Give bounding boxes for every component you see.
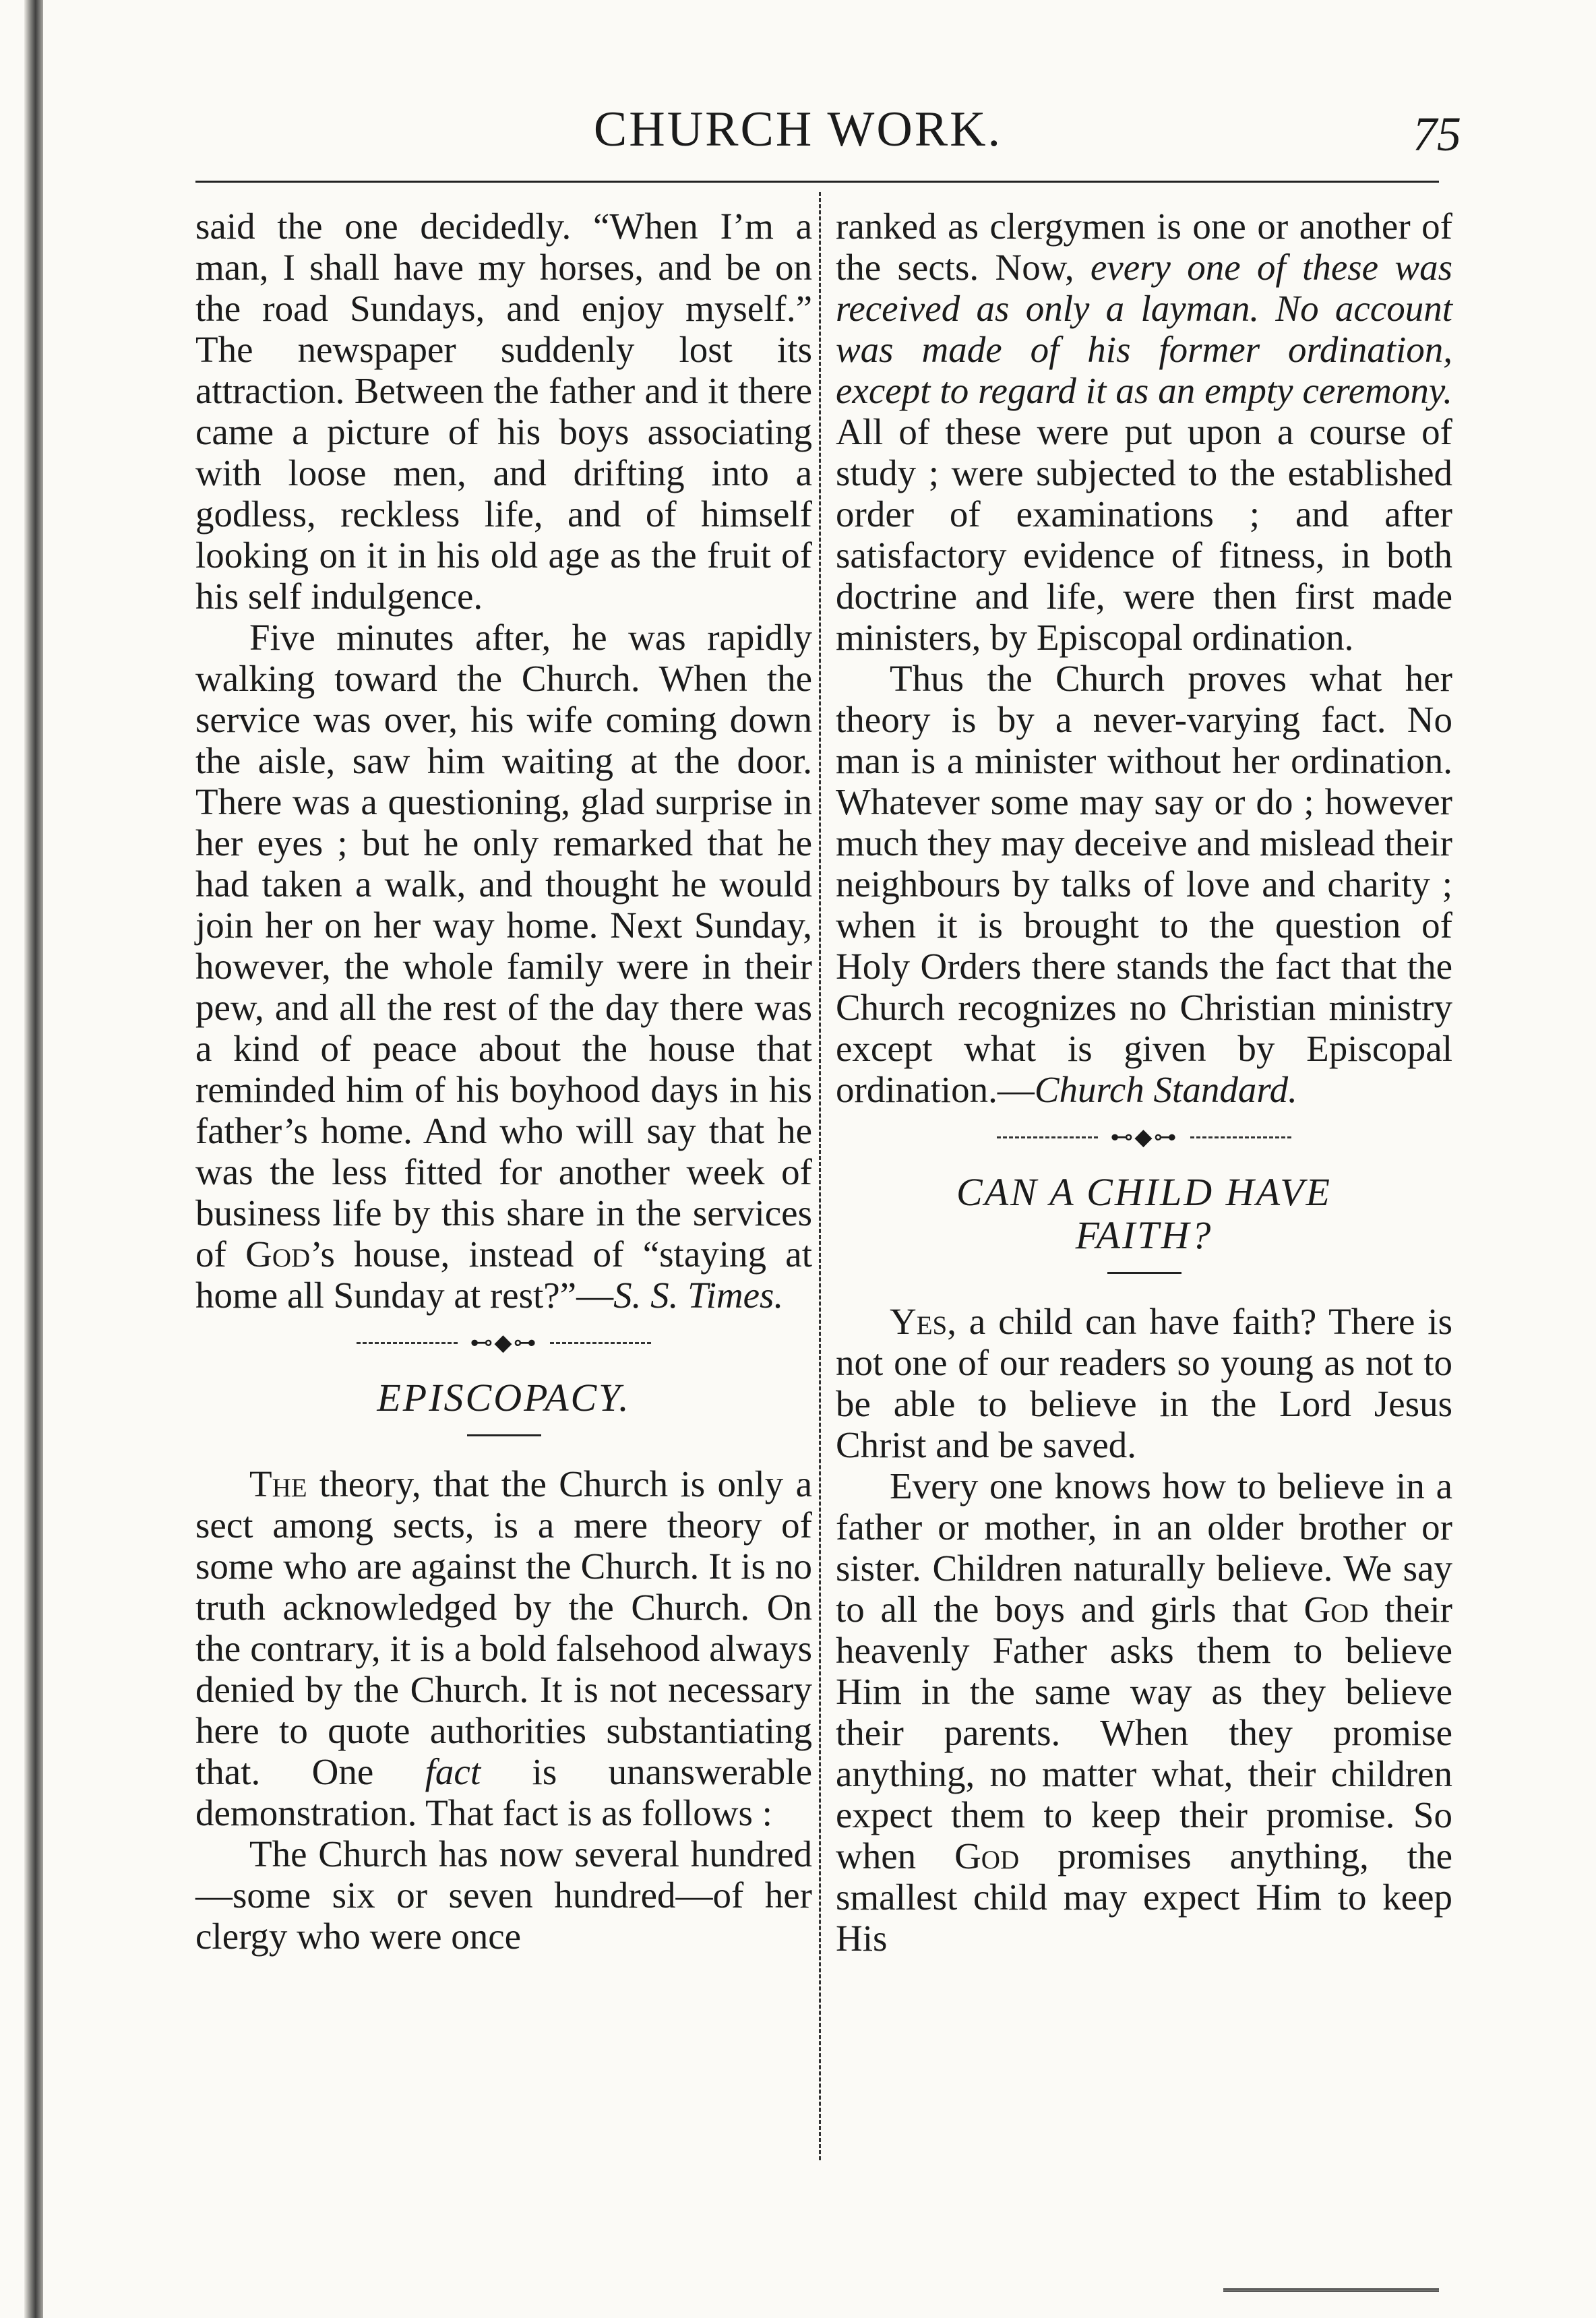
continuation-italic: every one of these was received as only a layman. No account was made of his former ordination, except to regard it as an empty ceremony. xyxy=(836,247,1452,411)
story-source: S. S. Times. xyxy=(613,1275,784,1316)
faith-text: their heavenly Father asks them to believe Him in the same way as they believe their parents. When they promise anything, no matter what, their children expect them to keep their promise. So when xyxy=(836,1589,1452,1877)
story-text-end: ’s house, instead of “staying at home all Sunday at rest?”— xyxy=(195,1233,812,1316)
page-binding-edge xyxy=(24,0,43,2318)
god-word: God xyxy=(245,1233,311,1275)
section-title-faith xyxy=(836,1171,1452,1257)
story-text: Five minutes after, he was rapidly walking toward the Church. When the service was over, his wife coming down the aisle, saw him waiting at the door. There was a questioning, glad surprise in her eyes ; but he only remarked that he had taken a walk, and thought he would join her on her way home. Next Sunday, however, the whole family were in their pew, and all the rest of the day there was a kind of peace about the house that reminded him of his boyhood days in his father’s home. And who will say that he was the less fitted for another week of business life by this share in the services of xyxy=(195,617,812,1275)
section-ornament xyxy=(836,1124,1452,1151)
episcopacy-paragraph xyxy=(195,1463,812,1833)
page-title: CHURCH WORK. xyxy=(593,102,1003,157)
title-rule xyxy=(467,1434,541,1436)
episcopacy-paragraph: The Church has now several hundred—some six or seven hundred—of her clergy who were once xyxy=(195,1833,812,1957)
header-rule xyxy=(195,181,1439,183)
story-paragraph: said the one decidedly. “When I’m a man, I shall have my horses, and be on the road Sundays, and enjoy myself.” The newspaper suddenly lost its attraction. Between the father and it there came a picture of his boys associating with loose men, and drifting into a godless, reckless life, and of himself looking on it in his old age as the fruit of his self indulgence. xyxy=(195,206,812,617)
ornament-rule-right xyxy=(1190,1136,1291,1138)
section-ornament xyxy=(195,1329,812,1356)
god-word: God xyxy=(954,1835,1020,1877)
lead-word: Yes xyxy=(890,1301,948,1342)
faith-text: promises anything, the smallest child may expect Him to keep His xyxy=(836,1835,1452,1959)
ornament-rule-right xyxy=(550,1342,651,1344)
running-head xyxy=(0,101,1596,162)
faith-text: Every one knows how to believe in a father or mother, in an older brother or sister. Children naturally believe. We say to all the boys and girls that xyxy=(836,1465,1452,1630)
right-column xyxy=(836,206,1452,1959)
paragraph-source: Church Standard. xyxy=(1034,1069,1297,1110)
left-column xyxy=(195,206,812,1957)
episcopacy-text: theory, that the Church is only a sect among sects, is a mere theory of some who are against the Church. It is no truth acknowledged by the Church. On the contrary, it is a bold falsehood always denied by the Church. It is not necessary here to quote authorities substantiating that. One xyxy=(195,1463,812,1792)
continuation-text-end: All of these were put upon a course of study ; were subjected to the established order of examinations ; and after satisfactory evidence of fitness, in both doctrine and life, were then first made ministers, by Episcopal ordination. xyxy=(836,411,1452,658)
episcopacy-continuation xyxy=(836,206,1452,658)
ornament-glyph: ⊷◆⊶ xyxy=(1110,1124,1178,1150)
faith-paragraph xyxy=(836,1301,1452,1465)
faith-paragraph xyxy=(836,1465,1452,1959)
god-word: God xyxy=(1303,1589,1369,1630)
lead-word: The xyxy=(249,1463,307,1504)
section-title-line: CAN A CHILD HAVE xyxy=(956,1170,1332,1214)
ornament-glyph: ⊷◆⊶ xyxy=(470,1330,538,1355)
ornament-rule-left xyxy=(357,1342,458,1344)
footer-rule xyxy=(1223,2288,1439,2292)
column-divider xyxy=(819,192,821,2160)
title-rule xyxy=(1107,1272,1181,1274)
paragraph-text: Thus the Church proves what her theory is by a never-varying fact. No man is a minister without her ordination. Whatever some may say or do ; however much they may deceive and mislead their neighbours by talks of love and charity ; when it is brought to the question of Holy Orders there stands the fact that the Church recognizes no Christian ministry except what is given by Episcopal ordination.— xyxy=(836,658,1452,1110)
continuation-text: ranked as clergymen is one or another of the sects. Now, xyxy=(836,206,1452,288)
section-title-line: FAITH? xyxy=(1075,1213,1213,1257)
story-paragraph xyxy=(195,617,812,1316)
page-number: 75 xyxy=(1413,107,1461,161)
section-title-episcopacy: EPISCOPACY. xyxy=(377,1376,631,1420)
ornament-rule-left xyxy=(997,1136,1098,1138)
episcopacy-text-end: is unanswerable demonstration. That fact is as follows : xyxy=(195,1751,812,1833)
episcopacy-paragraph xyxy=(836,658,1452,1110)
fact-word: fact xyxy=(425,1751,481,1792)
faith-text: , a child can have faith? There is not one of our readers so young as not to be able to believe in the Lord Jesus Christ and be saved. xyxy=(836,1301,1452,1465)
